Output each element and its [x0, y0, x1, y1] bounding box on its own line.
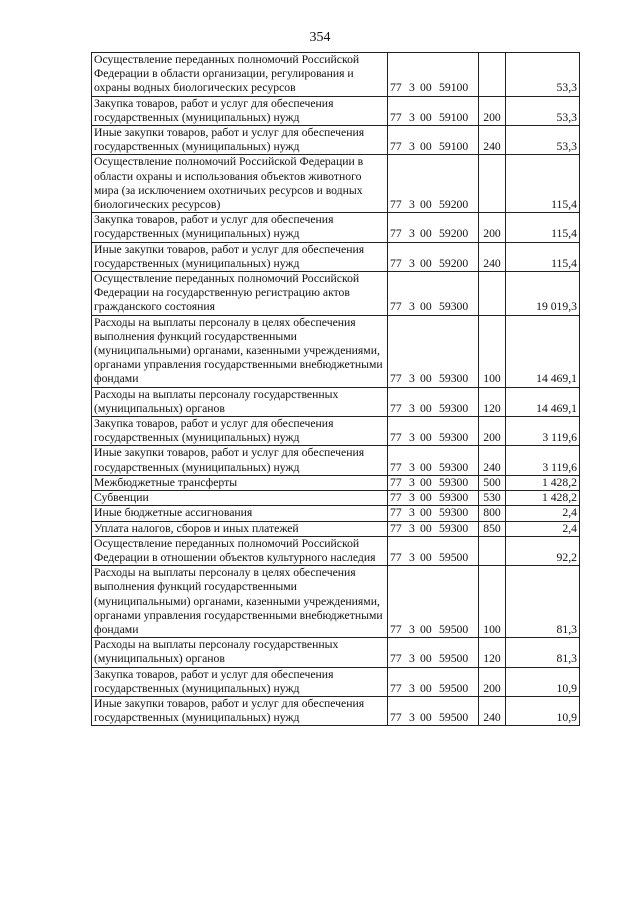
code-direction: 59300 [439, 506, 469, 520]
expense-type-cell: 200 [479, 417, 506, 446]
table-row [92, 155, 580, 213]
code-direction: 59300 [439, 431, 469, 445]
budget-table [91, 52, 580, 726]
amount-cell: 19 019,3 [506, 272, 580, 316]
code-direction: 59500 [439, 711, 469, 725]
code-direction: 59300 [439, 491, 469, 505]
amount-cell: 115,4 [506, 242, 580, 271]
expense-name-cell: Осуществление переданных полномочий Российской Федерации в отношении объектов культурного наследия [92, 536, 388, 565]
code-program: 77 [390, 300, 402, 314]
expense-name-cell: Расходы на выплаты персоналу в целях обеспечения выполнения функций государственными (муниципальными) органами, казенными учреждениями, органами управления государственными внебюджетными фондами [92, 315, 388, 387]
expense-type-cell: 800 [479, 506, 506, 521]
expense-name-cell: Иные закупки товаров, работ и услуг для обеспечения государственных (муниципальных) нужд [92, 696, 388, 725]
code-subprogram: 3 [409, 227, 415, 241]
code-program: 77 [390, 475, 402, 489]
code-program: 77 [390, 521, 402, 535]
table-row [92, 475, 580, 490]
amount-cell: 14 469,1 [506, 387, 580, 416]
code-subprogram: 3 [409, 256, 415, 270]
expense-name-cell: Иные бюджетные ассигнования [92, 506, 388, 521]
code-program: 77 [390, 711, 402, 725]
amount-cell: 115,4 [506, 155, 580, 213]
table-row [92, 53, 580, 97]
code-direction-group: 00 [420, 401, 432, 415]
code-program: 77 [390, 460, 402, 474]
code-subprogram: 3 [409, 681, 415, 695]
page-number: 354 [309, 30, 331, 45]
code-subprogram: 3 [409, 431, 415, 445]
amount-cell: 1 428,2 [506, 475, 580, 490]
table-row [92, 242, 580, 271]
code-subprogram: 3 [409, 550, 415, 564]
target-code-cell [388, 213, 479, 242]
target-code-cell [388, 506, 479, 521]
expense-type-cell: 120 [479, 638, 506, 667]
code-subprogram: 3 [409, 401, 415, 415]
code-subprogram: 3 [409, 140, 415, 154]
code-subprogram: 3 [409, 711, 415, 725]
code-direction: 59300 [439, 521, 469, 535]
expense-type-cell: 240 [479, 446, 506, 475]
code-direction-group: 00 [420, 491, 432, 505]
code-direction-group: 00 [420, 622, 432, 636]
table-row [92, 272, 580, 316]
table-row [92, 96, 580, 125]
code-direction: 59300 [439, 372, 469, 386]
code-direction: 59500 [439, 550, 469, 564]
table-row [92, 315, 580, 387]
expense-type-cell: 120 [479, 387, 506, 416]
code-direction-group: 00 [420, 300, 432, 314]
expense-type-cell [479, 272, 506, 316]
expense-type-cell: 100 [479, 566, 506, 638]
expense-name-cell: Осуществление переданных полномочий Российской Федерации в области организации, регулирования и охраны водных биологических ресурсов [92, 53, 388, 97]
code-direction-group: 00 [420, 506, 432, 520]
target-code-cell [388, 696, 479, 725]
code-direction: 59300 [439, 300, 469, 314]
expense-type-cell: 200 [479, 667, 506, 696]
code-direction-group: 00 [420, 198, 432, 212]
budget-table-body [92, 53, 580, 726]
code-program: 77 [390, 81, 402, 95]
amount-cell: 2,4 [506, 521, 580, 536]
target-code-cell [388, 96, 479, 125]
code-program: 77 [390, 198, 402, 212]
table-row [92, 446, 580, 475]
expense-name-cell: Закупка товаров, работ и услуг для обеспечения государственных (муниципальных) нужд [92, 667, 388, 696]
table-row [92, 667, 580, 696]
code-subprogram: 3 [409, 622, 415, 636]
table-row [92, 536, 580, 565]
expense-name-cell: Осуществление переданных полномочий Российской Федерации на государственную регистрацию актов гражданского состояния [92, 272, 388, 316]
amount-cell: 10,9 [506, 667, 580, 696]
target-code-cell [388, 566, 479, 638]
expense-name-cell: Иные закупки товаров, работ и услуг для обеспечения государственных (муниципальных) нужд [92, 242, 388, 271]
expense-name-cell: Иные закупки товаров, работ и услуг для обеспечения государственных (муниципальных) нужд [92, 446, 388, 475]
target-code-cell [388, 53, 479, 97]
target-code-cell [388, 536, 479, 565]
expense-name-cell: Межбюджетные трансферты [92, 475, 388, 490]
expense-name-cell: Осуществление полномочий Российской Федерации в области охраны и использования объектов животного мира (за исключением охотничьих ресурсов и водных биологических ресурсов) [92, 155, 388, 213]
code-subprogram: 3 [409, 491, 415, 505]
code-direction-group: 00 [420, 110, 432, 124]
table-row [92, 638, 580, 667]
target-code-cell [388, 272, 479, 316]
expense-type-cell: 240 [479, 696, 506, 725]
code-program: 77 [390, 140, 402, 154]
table-row [92, 387, 580, 416]
target-code-cell [388, 315, 479, 387]
code-subprogram: 3 [409, 652, 415, 666]
code-program: 77 [390, 227, 402, 241]
code-direction-group: 00 [420, 431, 432, 445]
code-direction: 59500 [439, 622, 469, 636]
expense-type-cell: 500 [479, 475, 506, 490]
code-program: 77 [390, 431, 402, 445]
table-row [92, 506, 580, 521]
code-program: 77 [390, 550, 402, 564]
code-direction-group: 00 [420, 475, 432, 489]
table-row [92, 521, 580, 536]
expense-name-cell: Уплата налогов, сборов и иных платежей [92, 521, 388, 536]
code-program: 77 [390, 506, 402, 520]
code-direction-group: 00 [420, 711, 432, 725]
code-direction: 59300 [439, 460, 469, 474]
target-code-cell [388, 475, 479, 490]
code-subprogram: 3 [409, 521, 415, 535]
table-row [92, 417, 580, 446]
expense-type-cell [479, 53, 506, 97]
expense-name-cell: Закупка товаров, работ и услуг для обеспечения государственных (муниципальных) нужд [92, 96, 388, 125]
code-program: 77 [390, 256, 402, 270]
amount-cell: 53,3 [506, 96, 580, 125]
code-subprogram: 3 [409, 81, 415, 95]
expense-type-cell: 200 [479, 96, 506, 125]
target-code-cell [388, 446, 479, 475]
code-program: 77 [390, 372, 402, 386]
table-row [92, 126, 580, 155]
code-direction: 59300 [439, 475, 469, 489]
code-direction-group: 00 [420, 681, 432, 695]
code-program: 77 [390, 681, 402, 695]
code-subprogram: 3 [409, 110, 415, 124]
code-direction: 59500 [439, 681, 469, 695]
target-code-cell [388, 417, 479, 446]
target-code-cell [388, 242, 479, 271]
amount-cell: 81,3 [506, 638, 580, 667]
target-code-cell [388, 126, 479, 155]
code-direction-group: 00 [420, 227, 432, 241]
code-direction: 59500 [439, 652, 469, 666]
code-subprogram: 3 [409, 198, 415, 212]
code-direction: 59300 [439, 401, 469, 415]
code-direction: 59200 [439, 256, 469, 270]
code-subprogram: 3 [409, 460, 415, 474]
expense-name-cell: Расходы на выплаты персоналу государственных (муниципальных) органов [92, 387, 388, 416]
code-program: 77 [390, 491, 402, 505]
code-program: 77 [390, 110, 402, 124]
target-code-cell [388, 387, 479, 416]
expense-name-cell: Субвенции [92, 491, 388, 506]
table-row [92, 213, 580, 242]
code-direction-group: 00 [420, 372, 432, 386]
code-subprogram: 3 [409, 372, 415, 386]
amount-cell: 115,4 [506, 213, 580, 242]
expense-name-cell: Закупка товаров, работ и услуг для обеспечения государственных (муниципальных) нужд [92, 213, 388, 242]
table-row [92, 491, 580, 506]
table-row [92, 696, 580, 725]
target-code-cell [388, 491, 479, 506]
table-row [92, 566, 580, 638]
code-subprogram: 3 [409, 506, 415, 520]
expense-type-cell: 200 [479, 213, 506, 242]
code-direction-group: 00 [420, 460, 432, 474]
code-direction-group: 00 [420, 652, 432, 666]
code-program: 77 [390, 622, 402, 636]
code-program: 77 [390, 401, 402, 415]
code-direction-group: 00 [420, 521, 432, 535]
expense-type-cell: 240 [479, 126, 506, 155]
amount-cell: 3 119,6 [506, 446, 580, 475]
amount-cell: 14 469,1 [506, 315, 580, 387]
amount-cell: 10,9 [506, 696, 580, 725]
code-direction: 59200 [439, 227, 469, 241]
expense-name-cell: Расходы на выплаты персоналу государственных (муниципальных) органов [92, 638, 388, 667]
code-direction-group: 00 [420, 140, 432, 154]
code-direction: 59100 [439, 81, 469, 95]
amount-cell: 2,4 [506, 506, 580, 521]
target-code-cell [388, 521, 479, 536]
code-direction-group: 00 [420, 81, 432, 95]
amount-cell: 92,2 [506, 536, 580, 565]
code-direction: 59100 [439, 110, 469, 124]
expense-type-cell: 100 [479, 315, 506, 387]
amount-cell: 53,3 [506, 126, 580, 155]
code-program: 77 [390, 652, 402, 666]
code-direction-group: 00 [420, 550, 432, 564]
target-code-cell [388, 667, 479, 696]
target-code-cell [388, 638, 479, 667]
code-direction-group: 00 [420, 256, 432, 270]
expense-type-cell: 240 [479, 242, 506, 271]
expense-name-cell: Иные закупки товаров, работ и услуг для обеспечения государственных (муниципальных) нужд [92, 126, 388, 155]
expense-type-cell [479, 155, 506, 213]
code-subprogram: 3 [409, 475, 415, 489]
code-subprogram: 3 [409, 300, 415, 314]
expense-name-cell: Закупка товаров, работ и услуг для обеспечения государственных (муниципальных) нужд [92, 417, 388, 446]
expense-type-cell: 530 [479, 491, 506, 506]
code-direction: 59100 [439, 140, 469, 154]
expense-type-cell: 850 [479, 521, 506, 536]
amount-cell: 3 119,6 [506, 417, 580, 446]
target-code-cell [388, 155, 479, 213]
code-direction: 59200 [439, 198, 469, 212]
expense-name-cell: Расходы на выплаты персоналу в целях обеспечения выполнения функций государственными (муниципальными) органами, казенными учреждениями, органами управления государственными внебюджетными фондами [92, 566, 388, 638]
amount-cell: 81,3 [506, 566, 580, 638]
expense-type-cell [479, 536, 506, 565]
amount-cell: 53,3 [506, 53, 580, 97]
amount-cell: 1 428,2 [506, 491, 580, 506]
